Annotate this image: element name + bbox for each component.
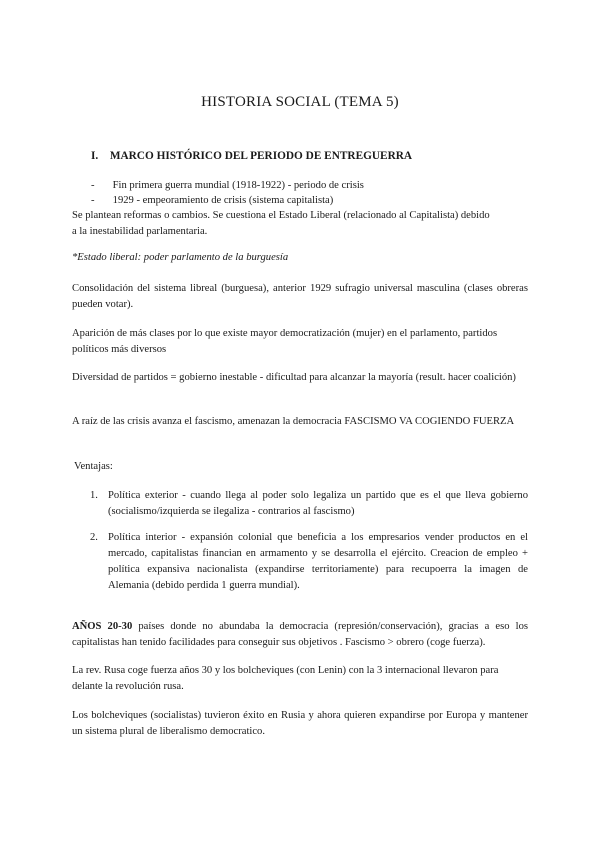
paragraph: Consolidación del sistema libreal (burguesa), anterior 1929 sufragio universal masculina (clases obreras pueden votar). <box>72 283 528 310</box>
bullet-item <box>91 195 333 206</box>
paragraph: Aparición de más clases por lo que existe mayor democratización (mujer) en el parlamento, partidos políticos más diversos <box>72 328 498 355</box>
paragraph: Diversidad de partidos = gobierno inestable - dificultad para alcanzar la mayoría (result. hacer coalición) <box>72 372 516 383</box>
numbered-item <box>90 530 528 594</box>
bullet-text: Fin primera guerra mundial (1918-1922) - periodo de crisis <box>112 180 364 191</box>
item-number: 2. <box>90 532 98 543</box>
section-heading-text: MARCO HISTÓRICO DEL PERIODO DE ENTREGUERRA <box>109 150 413 162</box>
anos-paragraph <box>72 619 528 651</box>
section-number: I. <box>91 150 99 162</box>
anos-bold-label: AÑOS 20-30 <box>72 621 133 632</box>
intro-paragraph: Se plantean reformas o cambios. Se cuestiona el Estado Liberal (relacionado al Capitalista) debido a la inestabilidad parlamentaria. <box>72 210 490 237</box>
paragraph: A raíz de las crisis avanza el fascismo, amenazan la democracia FASCISMO VA COGIENDO FUERZA <box>72 416 515 427</box>
bullet-text: 1929 - empeoramiento de crisis (sistema capitalista) <box>112 195 334 206</box>
bullet-mark: - <box>91 195 95 206</box>
numbered-item <box>90 488 528 520</box>
bolcheviques-paragraph: Los bolcheviques (socialistas) tuvieron éxito en Rusia y ahora quieren expandirse por Europa y mantener un sistema plural de liberalismo democratico. <box>72 710 528 737</box>
rev-rusa-paragraph: La rev. Rusa coge fuerza años 30 y los bolcheviques (con Lenin) con la 3 internacional llevaron para delante la revolución rusa. <box>72 665 499 692</box>
estado-liberal-note: *Estado liberal: poder parlamento de la burguesía <box>72 252 289 263</box>
item-text: Política interior - expansión colonial que beneficia a los empresarios vender productos en el mercado, capitalistas financian en armamento y se desarrolla el ejército. Creacion de empleo + política expansiva nacionalista (expandirse territoriamente) para recupoerra la imagen de Alemania (debido perdida 1 guerra mundial). <box>108 532 528 591</box>
item-text: Política exterior - cuando llega al poder solo legaliza un partido que es el que lleva gobierno (socialismo/izquierda se ilegaliza - contrarios al fascismo) <box>108 490 528 517</box>
bullet-item <box>91 180 364 191</box>
anos-text: países donde no abundaba la democracia (represión/conservación), gracias a eso los capitalistas han tenido facilidades para conseguir sus objetivos . Fascismo > obrero (coge fuerza). <box>72 621 528 648</box>
section-heading <box>91 150 412 162</box>
bullet-mark: - <box>91 180 95 191</box>
ventajas-label: Ventajas: <box>74 461 113 472</box>
page-title: HISTORIA SOCIAL (TEMA 5) <box>201 94 399 110</box>
item-number: 1. <box>90 490 98 501</box>
